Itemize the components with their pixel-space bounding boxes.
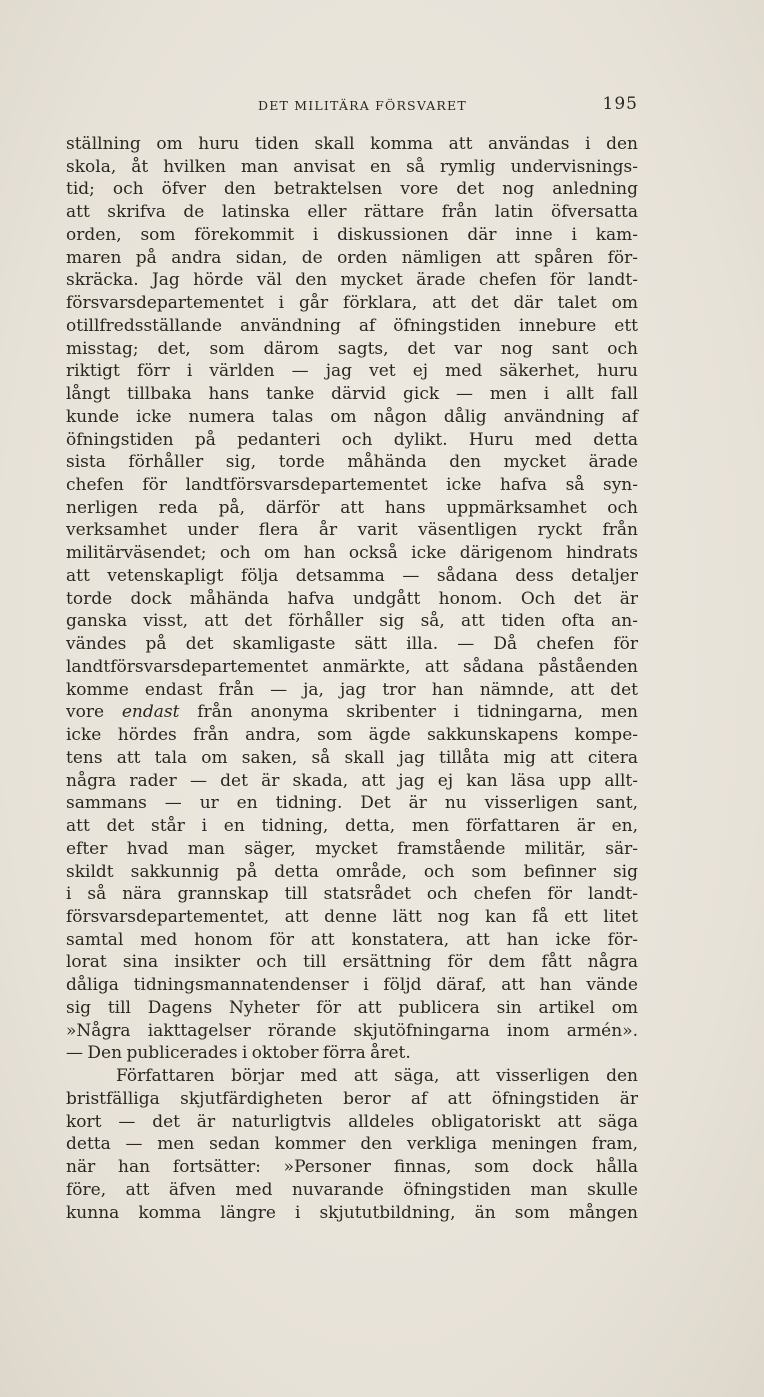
- text-segment: från anonyma skribenter i tidningarna, men: [179, 702, 638, 723]
- text-line: när han fortsätter: »Personer finnas, som dock hålla: [66, 1157, 638, 1178]
- text-line: att vetenskapligt följa detsamma — sådana dess detaljer: [66, 565, 638, 586]
- text-line: misstag; det, som därom sagts, det var nog sant och: [66, 338, 638, 359]
- text-segment: vore: [66, 702, 122, 723]
- emphasized-word: endast: [121, 702, 180, 723]
- text-line: landtförsvarsdepartementet anmärkte, att sådana påståenden: [66, 656, 638, 677]
- text-line: chefen för landtförsvarsdepartementet icke hafva så syn-: [66, 475, 638, 496]
- paragraph-start-line: Författaren börjar med att säga, att visserligen den: [116, 1066, 638, 1087]
- text-line: samtal med honom för att konstatera, att han icke för-: [66, 929, 638, 950]
- text-line: icke hördes från andra, som ägde sakkunskapens kompe-: [66, 725, 638, 746]
- text-line: riktigt förr i världen — jag vet ej med säkerhet, huru: [66, 361, 638, 382]
- text-line: kunde icke numera talas om någon dålig användning af: [66, 406, 638, 427]
- text-line: dåliga tidningsmannatendenser i följd däraf, att han vände: [66, 975, 638, 996]
- text-line: att skrifva de latinska eller rättare från latin öfversatta: [66, 202, 638, 223]
- text-line: lorat sina insikter och till ersättning för dem fått några: [66, 952, 638, 973]
- paragraph-end-line: — Den publicerades i oktober förra året.: [66, 1043, 411, 1064]
- text-line: skildt sakkunnig på detta område, och som befinner sig: [66, 861, 638, 882]
- text-line: sista förhåller sig, torde måhända den mycket ärade: [66, 452, 638, 473]
- text-line: sig till Dagens Nyheter för att publicera sin artikel om: [66, 997, 638, 1018]
- text-line: otillfredsställande användning af öfningstiden innebure ett: [66, 315, 638, 336]
- text-line: sammans — ur en tidning. Det är nu visserligen sant,: [66, 793, 638, 814]
- text-line: orden, som förekommit i diskussionen där inne i kam-: [66, 224, 638, 245]
- text-line: långt tillbaka hans tanke därvid gick — men i allt fall: [66, 384, 638, 405]
- text-line: i så nära grannskap till statsrådet och chefen för landt-: [66, 884, 638, 905]
- text-line: torde dock måhända hafva undgått honom. Och det är: [66, 588, 638, 609]
- text-line: före, att äfven med nuvarande öfningstiden man skulle: [66, 1179, 638, 1200]
- text-line: vändes på det skamligaste sätt illa. — Då chefen för: [66, 634, 638, 655]
- body-text: [66, 133, 638, 1224]
- text-line: försvarsdepartementet i går förklara, att det där talet om: [66, 293, 638, 314]
- text-line: ganska visst, att det förhåller sig så, att tiden ofta an-: [66, 611, 638, 632]
- text-line: komme endast från — ja, jag tror han nämnde, att det: [66, 679, 638, 700]
- text-line: verksamhet under flera år varit väsentligen ryckt från: [66, 520, 638, 541]
- text-line: bristfälliga skjutfärdigheten beror af att öfningstiden är: [66, 1088, 638, 1109]
- text-line: öfningstiden på pedanteri och dylikt. Huru med detta: [66, 429, 638, 450]
- text-line-with-emphasis: [66, 701, 638, 724]
- page-number: 195: [602, 94, 638, 114]
- text-line: »Några iakttagelser rörande skjutöfningarna inom armén».: [66, 1020, 638, 1041]
- text-line: försvarsdepartementet, att denne lätt nog kan få ett litet: [66, 906, 638, 927]
- text-line: ställning om huru tiden skall komma att användas i den: [66, 134, 638, 154]
- text-line: tid; och öfver den betraktelsen vore det nog anledning: [66, 179, 638, 200]
- page-header: [258, 94, 640, 118]
- text-line: skola, åt hvilken man anvisat en så rymlig undervisnings-: [66, 156, 638, 177]
- text-line: kort — det är naturligtvis alldeles obligatoriskt att säga: [66, 1111, 638, 1132]
- text-line: tens att tala om saken, så skall jag tillåta mig att citera: [66, 747, 638, 768]
- text-line: militärväsendet; och om han också icke därigenom hindrats: [66, 543, 638, 564]
- text-line: maren på andra sidan, de orden nämligen att spåren för-: [66, 247, 638, 268]
- text-line: nerligen reda på, därför att hans uppmärksamhet och: [66, 497, 638, 518]
- text-line: några rader — det är skada, att jag ej kan läsa upp allt-: [66, 770, 638, 791]
- text-line: skräcka. Jag hörde väl den mycket ärade chefen för landt-: [66, 270, 638, 291]
- text-line: efter hvad man säger, mycket framstående militär, sär-: [66, 838, 638, 859]
- text-line: kunna komma längre i skjututbildning, än som mången: [66, 1202, 638, 1223]
- text-line: detta — men sedan kommer den verkliga meningen fram,: [66, 1134, 638, 1155]
- text-line: att det står i en tidning, detta, men författaren är en,: [66, 816, 638, 837]
- running-head: DET MILITÄRA FÖRSVARET: [258, 98, 467, 113]
